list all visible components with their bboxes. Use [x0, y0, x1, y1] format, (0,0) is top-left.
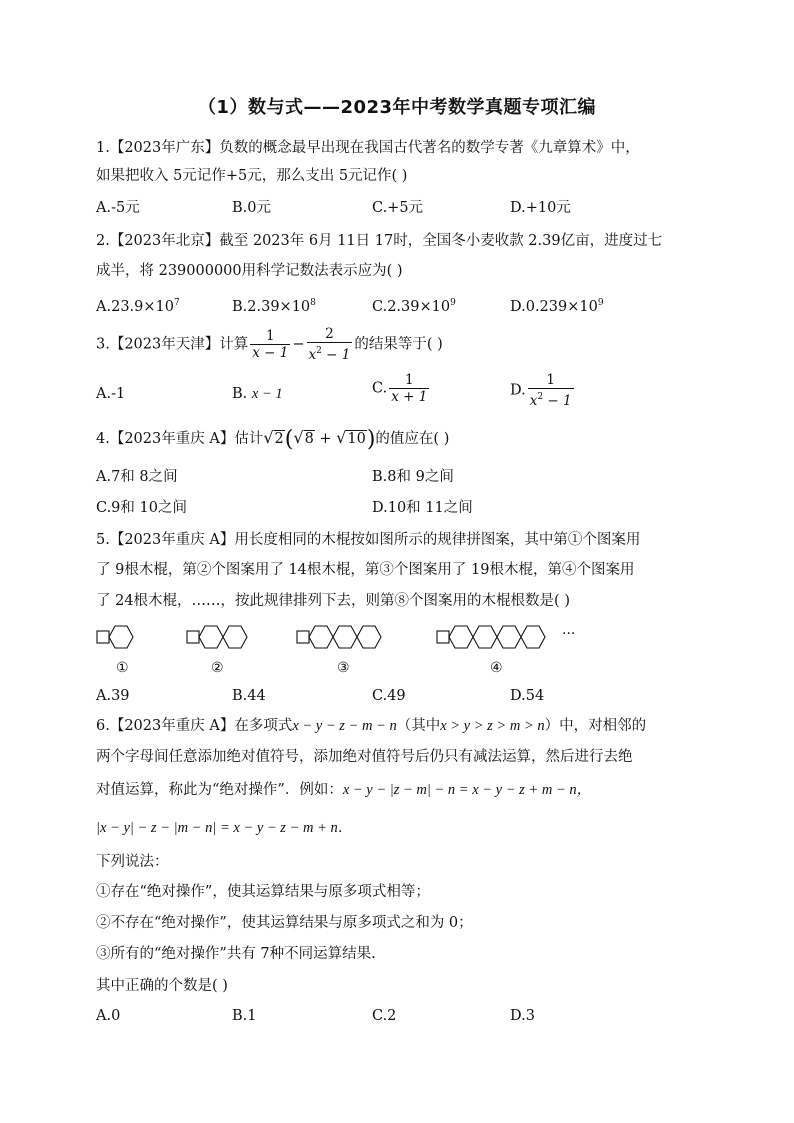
- q5-fig-label-2: ②: [211, 660, 224, 676]
- q5-stem-line1: 5.【2023年重庆 A】用长度相同的木棍按如图所示的规律拼图案，其中第①个图案用: [96, 532, 641, 548]
- q3-d-num: 1: [528, 372, 574, 389]
- q2-a-prefix: A.: [96, 299, 112, 315]
- q2-b-base: 2.39×10: [247, 299, 311, 315]
- page-title: （1）数与式——2023年中考数学真题专项汇编: [197, 97, 597, 118]
- q4-suffix: 的值应在( ): [375, 431, 450, 447]
- q3-c-den: x + 1: [391, 389, 428, 405]
- q3-frac2-den-tail: − 1: [321, 347, 351, 363]
- q6-stem-line4: [96, 818, 352, 838]
- q4-radicand-3: 10: [347, 431, 366, 447]
- q2-d-base: 0.239×10: [525, 299, 598, 315]
- sqrt-symbol: √: [263, 428, 274, 447]
- q6-stem-line1: [96, 716, 646, 736]
- q3-suffix: 的结果等于( ): [354, 336, 443, 353]
- pattern-hexagon: [223, 626, 247, 648]
- q5-fig-label-3: ③: [337, 660, 350, 676]
- pattern-square: [437, 631, 449, 643]
- q5-fig-ellipsis: ···: [562, 626, 576, 642]
- pattern-hexagon: [333, 626, 357, 648]
- q6-mid: （其中: [396, 718, 441, 734]
- q1-option-d: D.+10元: [510, 200, 571, 216]
- q5-option-b: B.44: [232, 688, 266, 704]
- q2-a-base: 23.9×10: [111, 299, 174, 315]
- q6-prefix: 6.【2023年重庆 A】在多项式: [96, 718, 293, 734]
- q5-option-d: D.54: [510, 688, 545, 704]
- q1-option-a: A.-5元: [96, 200, 140, 216]
- pattern-hexagon: [357, 626, 381, 648]
- q4-option-b: B.8和 9之间: [372, 469, 454, 485]
- q6-option-a: A.0: [96, 1008, 121, 1024]
- q3-frac1-den: x − 1: [252, 345, 289, 361]
- q2-c-prefix: C.: [372, 299, 388, 315]
- left-paren: (: [284, 427, 294, 452]
- pattern-hexagon: [521, 626, 545, 648]
- q2-d-exp: 9: [597, 298, 604, 308]
- q2-b-exp: 8: [310, 298, 316, 308]
- sqrt-symbol: √: [336, 428, 347, 447]
- pattern-hexagon: [109, 626, 133, 648]
- pattern-square: [297, 631, 309, 643]
- q3-c-num: 1: [389, 372, 429, 389]
- q6-intro: 下列说法：: [96, 854, 169, 870]
- q4-radicand-1: 2: [274, 431, 284, 447]
- pattern-hexagon: [497, 626, 521, 648]
- q6-example-2: |x − y| − z − |m − n| = x − y − z − m + n．: [96, 820, 353, 836]
- q6-stem-line2: 两个字母间任意添加绝对值符号，添加绝对值符号后仍只有减法运算，然后进行去绝: [96, 749, 633, 765]
- q1-stem-line1: 1.【2023年广东】负数的概念最早出现在我国古代著名的数学专著《九章算术》中，: [96, 140, 640, 156]
- right-paren: ): [366, 427, 376, 452]
- q1-option-b: B.0元: [232, 200, 271, 216]
- q6-polynomial: x − y − z − m − n: [292, 718, 397, 734]
- q3-option-a: A.-1: [96, 386, 126, 402]
- q6-condition: x > y > z > m > n: [440, 718, 545, 734]
- q2-b-prefix: B.: [232, 299, 248, 315]
- q3-frac1-num: 1: [250, 328, 290, 345]
- q1-option-c: C.+5元: [372, 200, 424, 216]
- pattern-square: [187, 631, 199, 643]
- q2-c-exp: 9: [450, 298, 456, 308]
- q2-stem-line1: 2.【2023年北京】截至 2023年 6月 11日 17时，全国冬小麦收款 2.39亿亩，进度过七: [96, 233, 663, 249]
- q3-d-den-base: x: [529, 393, 538, 409]
- q3-c-prefix: C.: [372, 380, 388, 397]
- q4-option-c: C.9和 10之间: [96, 500, 187, 516]
- q3-frac2-den-exp: 2: [316, 346, 322, 356]
- q6-line3-prefix: 对值运算，称此为“绝对操作”．例如：: [96, 782, 343, 798]
- q3-d-prefix: D.: [510, 382, 526, 399]
- pattern-hexagon: [473, 626, 497, 648]
- pattern-hexagon: [199, 626, 223, 648]
- sqrt-symbol: √: [293, 428, 304, 447]
- q2-d-prefix: D.: [510, 299, 526, 315]
- q3-d-den-tail: − 1: [543, 393, 572, 409]
- q6-stem-line3: [96, 780, 591, 800]
- q4-prefix: 4.【2023年重庆 A】估计: [96, 431, 264, 447]
- q3-b-prefix: B.: [232, 386, 248, 402]
- q5-fig-label-4: ④: [490, 660, 503, 676]
- q3-frac2-num: 2: [307, 326, 353, 343]
- q4-option-d: D.10和 11之间: [372, 500, 473, 516]
- pattern-hexagon: [449, 626, 473, 648]
- q3-d-den-exp: 2: [537, 392, 544, 402]
- q2-c-base: 2.39×10: [387, 299, 451, 315]
- q1-stem-line2: 如果把收入 5元记作+5元，那么支出 5元记作( ): [96, 168, 408, 184]
- q4-option-a: A.7和 8之间: [96, 469, 178, 485]
- q3-b-expr: x − 1: [251, 386, 283, 402]
- q5-fig-label-1: ①: [116, 660, 129, 676]
- q6-example-1: x − y − |z − m| − n = x − y − z + m − n，: [342, 782, 592, 798]
- q5-stem-line2: 了 9根木棍，第②个图案用了 14根木棍，第③个图案用了 19根木棍，第④个图案用: [96, 562, 635, 578]
- q5-option-c: C.49: [372, 688, 406, 704]
- q3-minus: −: [292, 336, 305, 353]
- pattern-hexagon: [309, 626, 333, 648]
- q4-radicand-2: 8: [304, 431, 314, 447]
- q2-stem-line2: 成半，将 239000000用科学记数法表示应为( ): [96, 263, 403, 279]
- pattern-square: [97, 631, 109, 643]
- q6-suffix: ）中，对相邻的: [544, 718, 647, 734]
- q6-statement-2: ②不存在“绝对操作”，使其运算结果与原多项式之和为 0；: [96, 915, 473, 931]
- q2-a-exp: 7: [173, 298, 180, 308]
- q6-option-b: B.1: [232, 1008, 257, 1024]
- q6-option-d: D.3: [510, 1008, 535, 1024]
- q6-statement-1: ①存在“绝对操作”，使其运算结果与原多项式相等；: [96, 884, 430, 900]
- q6-statement-3: ③所有的“绝对操作”共有 7种不同运算结果.: [96, 946, 376, 962]
- q6-ask: 其中正确的个数是( ): [96, 978, 228, 994]
- q3-frac2-den-base: x: [308, 347, 317, 363]
- q6-option-c: C.2: [372, 1008, 397, 1024]
- q3-prefix: 3.【2023年天津】计算: [96, 336, 249, 353]
- q5-option-a: A.39: [96, 688, 130, 704]
- q5-stem-line3: 了 24根木棍，……，按此规律排列下去，则第⑧个图案用的木棍根数是( ): [96, 593, 570, 609]
- q4-plus: +: [319, 431, 332, 447]
